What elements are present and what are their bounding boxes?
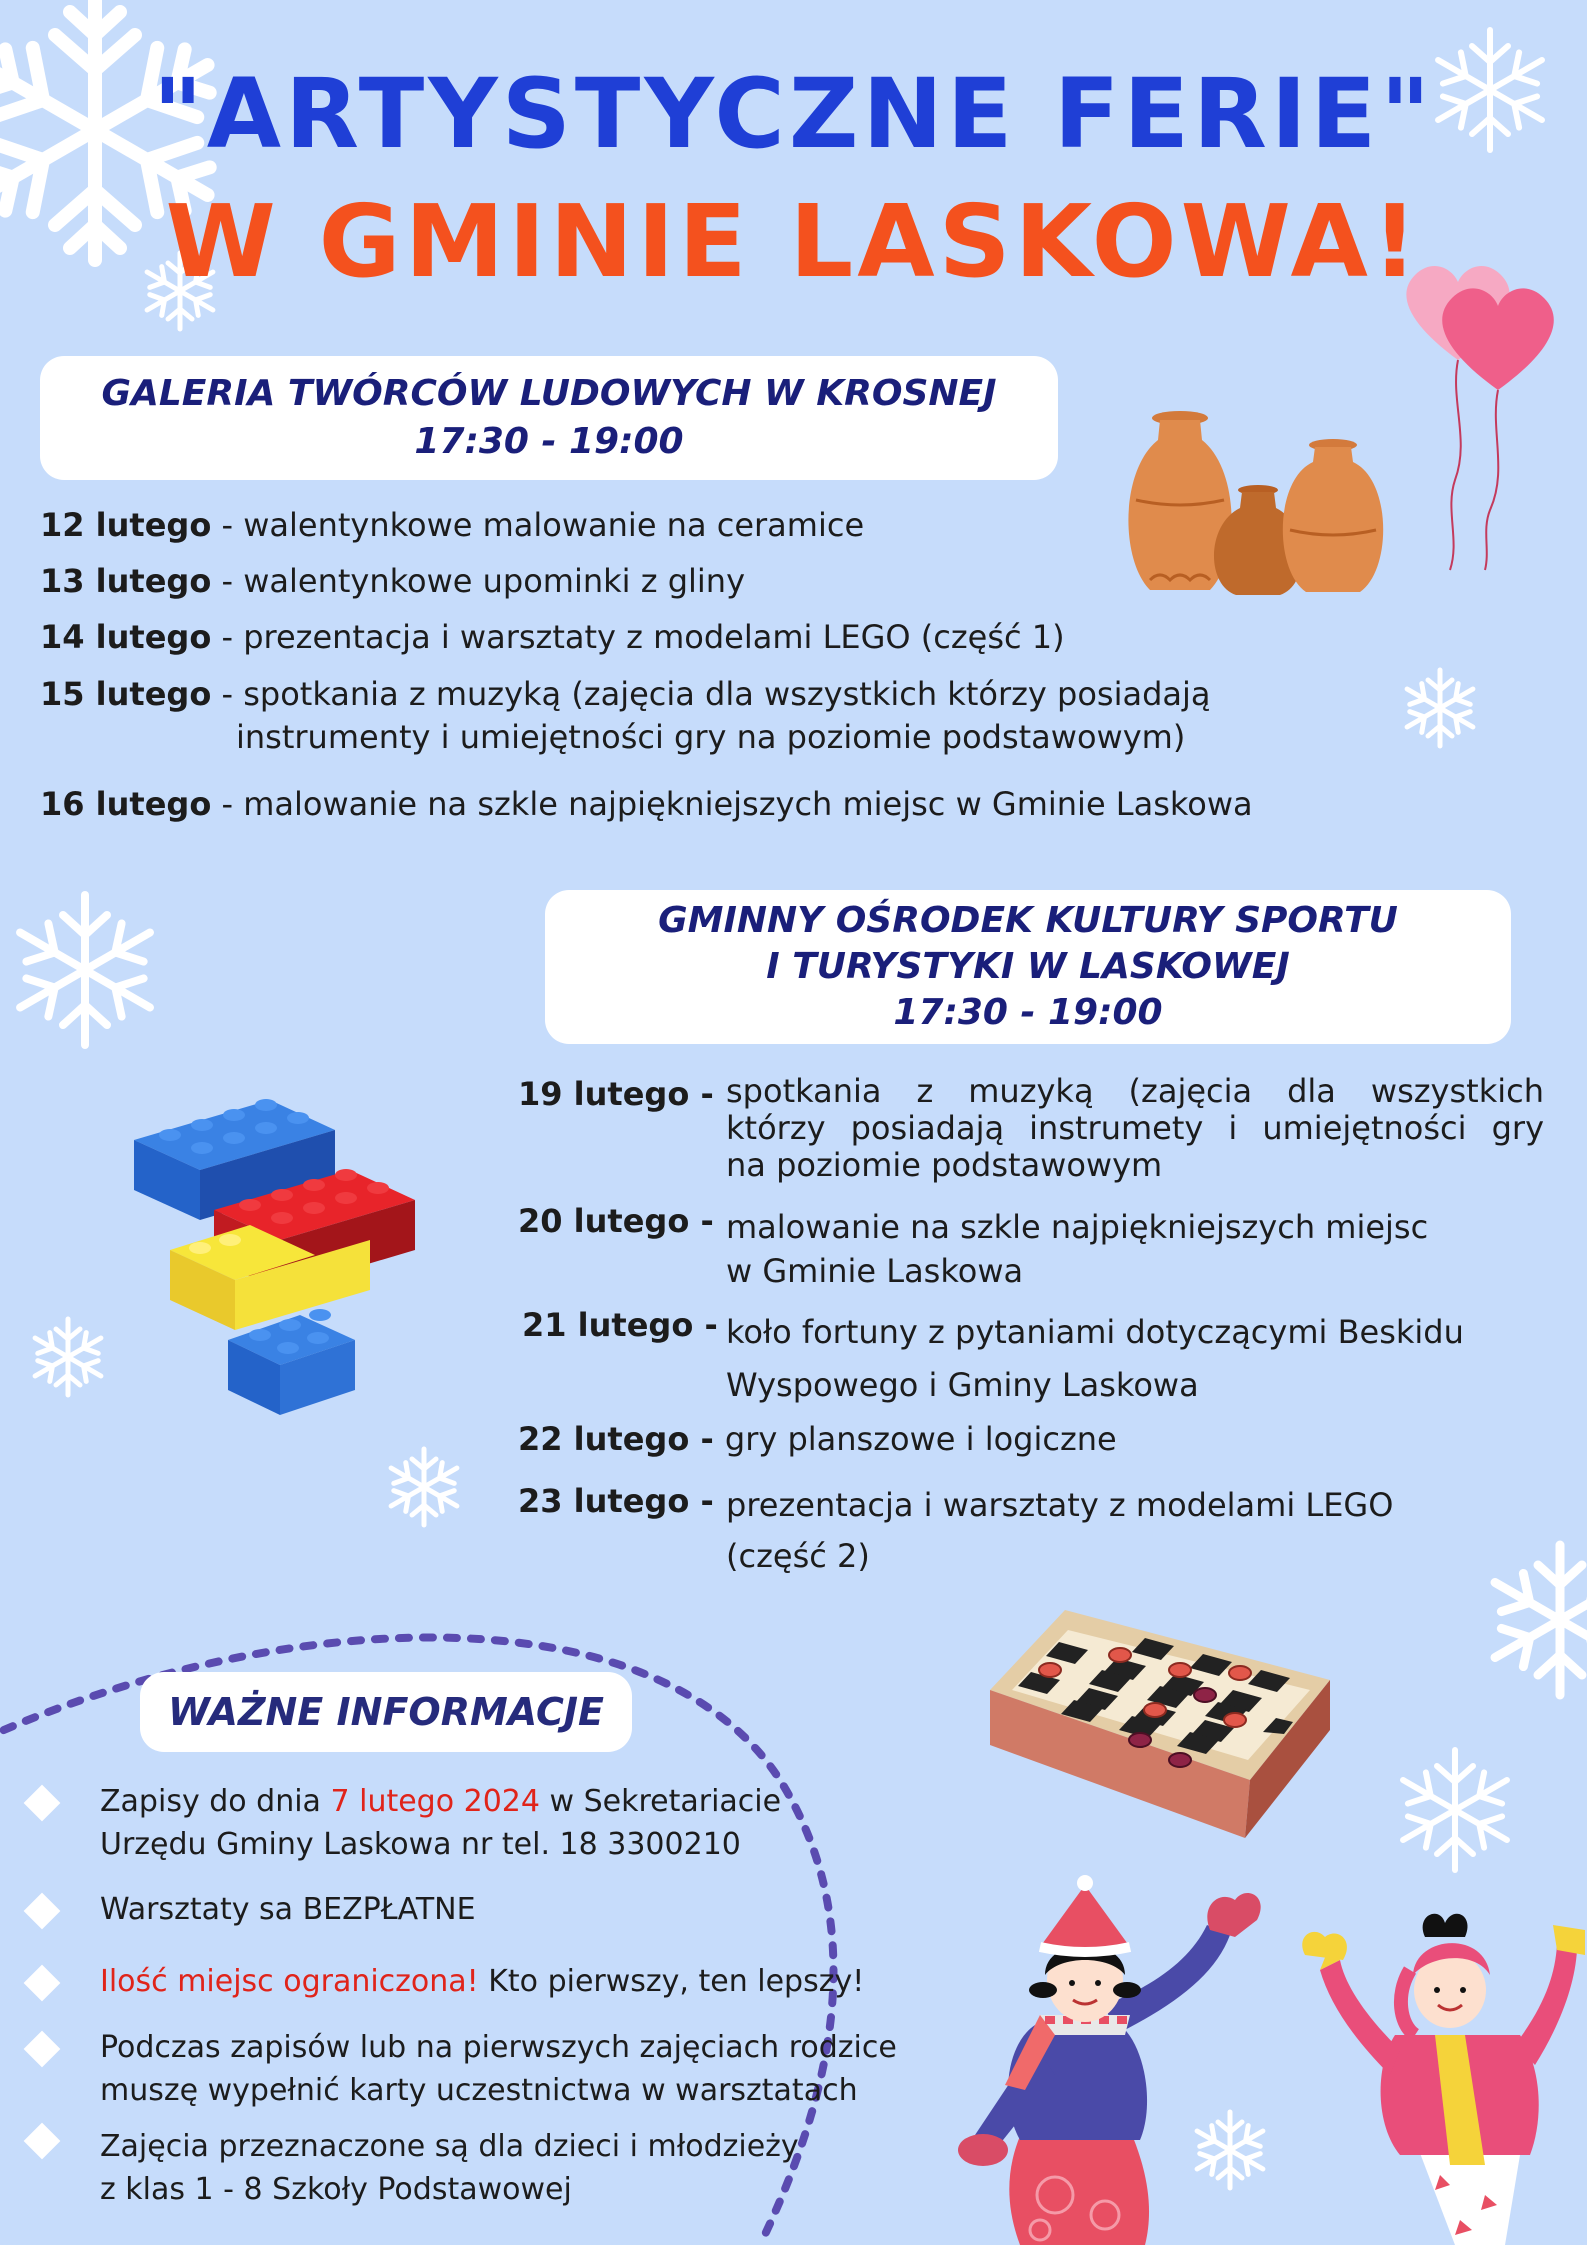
event-desc: spotkania z muzyką (zajęcia dla wszystkich którzy posiadają bbox=[243, 675, 1211, 713]
pottery-vases-icon bbox=[1130, 410, 1385, 600]
snowflake-icon bbox=[1395, 658, 1485, 758]
children-illustration bbox=[945, 1875, 1587, 2245]
venue-name-line2: I TURYSTYKI W LASKOWEJ bbox=[766, 946, 1290, 987]
venue-time: 17:30 - 19:00 bbox=[893, 992, 1163, 1033]
list-item: 13 lutego - walentynkowe upominki z gliny bbox=[40, 562, 745, 600]
list-item: 12 lutego - walentynkowe malowanie na ceramice bbox=[40, 506, 865, 544]
lego-bricks-icon bbox=[130, 1090, 430, 1430]
info-item: Ilość miejsc ograniczona! Kto pierwszy, ten lepszy! bbox=[100, 1964, 865, 1999]
event-desc: prezentacja i warsztaty z modelami LEGO (część 1) bbox=[243, 618, 1065, 656]
venue-time: 17:30 - 19:00 bbox=[414, 421, 684, 462]
event-desc-continued: instrumenty i umiejętności gry na poziomie podstawowym) bbox=[236, 718, 1186, 756]
event-date: 23 lutego - bbox=[518, 1482, 714, 1520]
info-item: Podczas zapisów lub na pierwszych zajęciach rodzice muszę wypełnić karty uczestnictwa w warsztatach bbox=[100, 2030, 897, 2108]
list-item: 16 lutego - malowanie na szkle najpiękniejszych miejsc w Gminie Laskowa bbox=[40, 785, 1253, 823]
info-item: Warsztaty sa BEZPŁATNE bbox=[100, 1892, 476, 1927]
event-desc: prezentacja i warsztaty z modelami LEGO (część 2) bbox=[726, 1486, 1394, 1575]
event-date: 15 lutego bbox=[40, 675, 212, 713]
snowflake-icon bbox=[1400, 1750, 1510, 1870]
event-date: 20 lutego - bbox=[518, 1202, 714, 1240]
event-desc: malowanie na szkle najpiękniejszych miejsc w Gminie Laskowa bbox=[243, 785, 1253, 823]
event-date: 19 lutego - bbox=[518, 1075, 714, 1113]
event-date: 16 lutego bbox=[40, 785, 212, 823]
list-item: 14 lutego - prezentacja i warsztaty z modelami LEGO (część 1) bbox=[40, 618, 1065, 656]
event-desc: spotkania z muzyką (zajęcia dla wszystkich którzy posiadają instrumety i umiejętności gry na poziomie podstawowym bbox=[726, 1072, 1544, 1184]
event-desc: walentynkowe upominki z gliny bbox=[243, 562, 745, 600]
event-date: 14 lutego bbox=[40, 618, 212, 656]
list-item: 15 lutego - spotkania z muzyką (zajęcia dla wszystkich którzy posiadają bbox=[40, 675, 1211, 713]
page-title-line2: W GMINIE LASKOWA! bbox=[165, 183, 1422, 300]
venue-name-line1: GMINNY OŚRODEK KULTURY SPORTU bbox=[658, 900, 1398, 941]
event-desc: koło fortuny z pytaniami dotyczącymi Beskidu Wyspowego i Gminy Laskowa bbox=[726, 1313, 1464, 1404]
venue-name: GALERIA TWÓRCÓW LUDOWYCH W KROSNEJ bbox=[101, 373, 997, 414]
info-item: Zapisy do dnia 7 lutego 2024 w Sekretariacie Urzędu Gminy Laskowa nr tel. 18 3300210 bbox=[100, 1784, 782, 1862]
event-date: 22 lutego - gry planszowe i logiczne bbox=[518, 1420, 1117, 1458]
snowflake-icon bbox=[10, 885, 160, 1055]
venue-box-krosna bbox=[40, 356, 1058, 480]
venue-box-laskowa bbox=[545, 890, 1511, 1044]
info-item: Zajęcia przeznaczone są dla dzieci i młodzieży z klas 1 - 8 Szkoły Podstawowej bbox=[100, 2129, 799, 2207]
event-date: 21 lutego - bbox=[522, 1306, 718, 1344]
checkers-board-icon bbox=[990, 1610, 1335, 1840]
event-desc: walentynkowe malowanie na ceramice bbox=[243, 506, 865, 544]
page-title-line1: "ARTYSTYCZNE FERIE" bbox=[152, 58, 1435, 170]
info-heading: WAŻNE INFORMACJE bbox=[140, 1672, 632, 1752]
snowflake-icon bbox=[28, 1312, 108, 1402]
snowflake-icon bbox=[384, 1442, 464, 1532]
event-date: 12 lutego bbox=[40, 506, 212, 544]
snowflake-icon bbox=[1480, 1530, 1587, 1710]
event-desc: malowanie na szkle najpiękniejszych miejsc w Gminie Laskowa bbox=[726, 1208, 1429, 1290]
event-date: 13 lutego bbox=[40, 562, 212, 600]
